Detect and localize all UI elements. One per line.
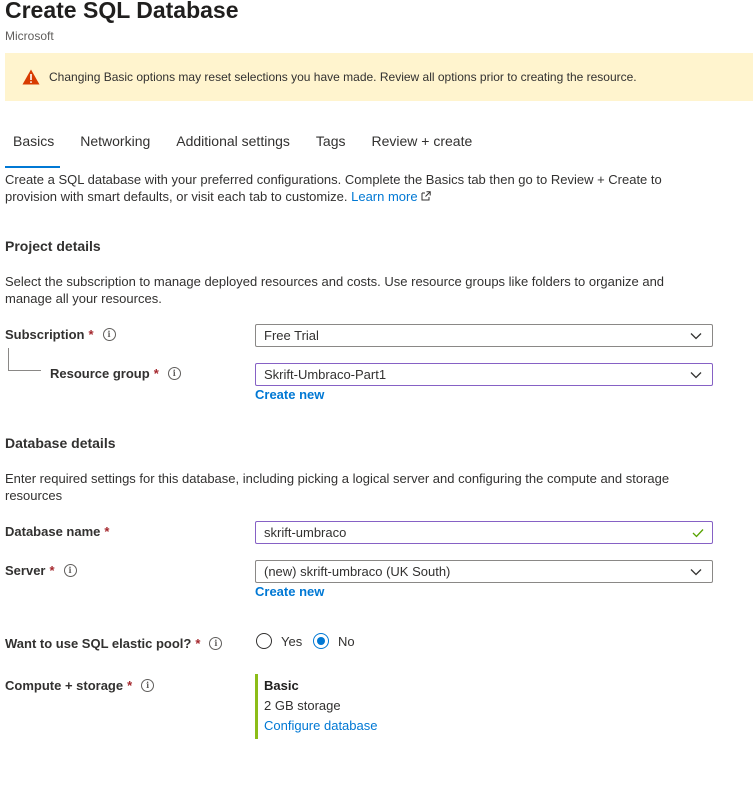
subscription-label: Subscription * i xyxy=(5,327,116,342)
elastic-pool-no-radio[interactable]: No xyxy=(313,633,355,649)
elastic-pool-yes-radio[interactable]: Yes xyxy=(256,633,302,649)
compute-storage-label: Compute + storage * i xyxy=(5,678,154,693)
server-dropdown[interactable]: (new) skrift-umbraco (UK South) xyxy=(255,560,713,583)
intro-description: Create a SQL database with your preferred configurations. Complete the Basics tab then go to Review + Create to provision with smart defaults, or visit each tab to customize. xyxy=(5,172,662,204)
database-details-heading: Database details xyxy=(5,435,116,451)
configure-database-link[interactable]: Configure database xyxy=(264,718,378,733)
tree-connector xyxy=(8,348,9,370)
tab-networking[interactable]: Networking xyxy=(80,133,151,149)
create-new-resource-group-link[interactable]: Create new xyxy=(255,387,325,402)
server-label: Server * i xyxy=(5,563,77,578)
resource-group-label: Resource group * i xyxy=(50,366,181,381)
database-name-input[interactable]: skrift-umbraco xyxy=(255,521,713,544)
project-details-heading: Project details xyxy=(5,238,101,254)
compute-tier: Basic xyxy=(264,678,299,693)
warning-icon xyxy=(22,69,40,85)
external-link-icon xyxy=(421,191,431,201)
chevron-down-icon xyxy=(690,332,702,340)
chevron-down-icon xyxy=(690,371,702,379)
page-title: Create SQL Database xyxy=(5,0,239,23)
info-icon[interactable]: i xyxy=(209,637,222,650)
elastic-pool-label: Want to use SQL elastic pool? * i xyxy=(5,636,222,651)
tab-tags[interactable]: Tags xyxy=(315,133,346,149)
database-details-description: Enter required settings for this database, including picking a logical server and configuring the compute and storage resources xyxy=(5,471,670,503)
tab-additional-settings[interactable]: Additional settings xyxy=(176,133,290,149)
info-icon[interactable]: i xyxy=(103,328,116,341)
checkmark-icon xyxy=(692,528,704,538)
chevron-down-icon xyxy=(690,568,702,576)
subscription-dropdown[interactable]: Free Trial xyxy=(255,324,713,347)
compute-storage-size: 2 GB storage xyxy=(264,698,341,713)
info-icon[interactable]: i xyxy=(168,367,181,380)
tab-review-create[interactable]: Review + create xyxy=(371,133,473,149)
tree-connector-horizontal xyxy=(8,370,41,371)
compute-summary-bar xyxy=(255,674,258,739)
intro-text xyxy=(5,171,705,205)
warning-text: Changing Basic options may reset selections you have made. Review all options prior to creating the resource. xyxy=(49,70,637,84)
database-name-label: Database name * xyxy=(5,524,110,539)
warning-banner xyxy=(5,53,753,101)
radio-button-icon xyxy=(256,633,272,649)
page-subtitle: Microsoft xyxy=(5,29,54,43)
info-icon[interactable]: i xyxy=(141,679,154,692)
project-details-description: Select the subscription to manage deployed resources and costs. Use resource groups like folders to organize and manage all your resources. xyxy=(5,274,665,306)
resource-group-dropdown[interactable]: Skrift-Umbraco-Part1 xyxy=(255,363,713,386)
radio-button-selected-icon xyxy=(313,633,329,649)
learn-more-link[interactable]: Learn more xyxy=(351,189,431,204)
tab-bar xyxy=(5,130,498,160)
create-new-server-link[interactable]: Create new xyxy=(255,584,325,599)
tab-basics[interactable]: Basics xyxy=(13,130,54,160)
info-icon[interactable]: i xyxy=(64,564,77,577)
